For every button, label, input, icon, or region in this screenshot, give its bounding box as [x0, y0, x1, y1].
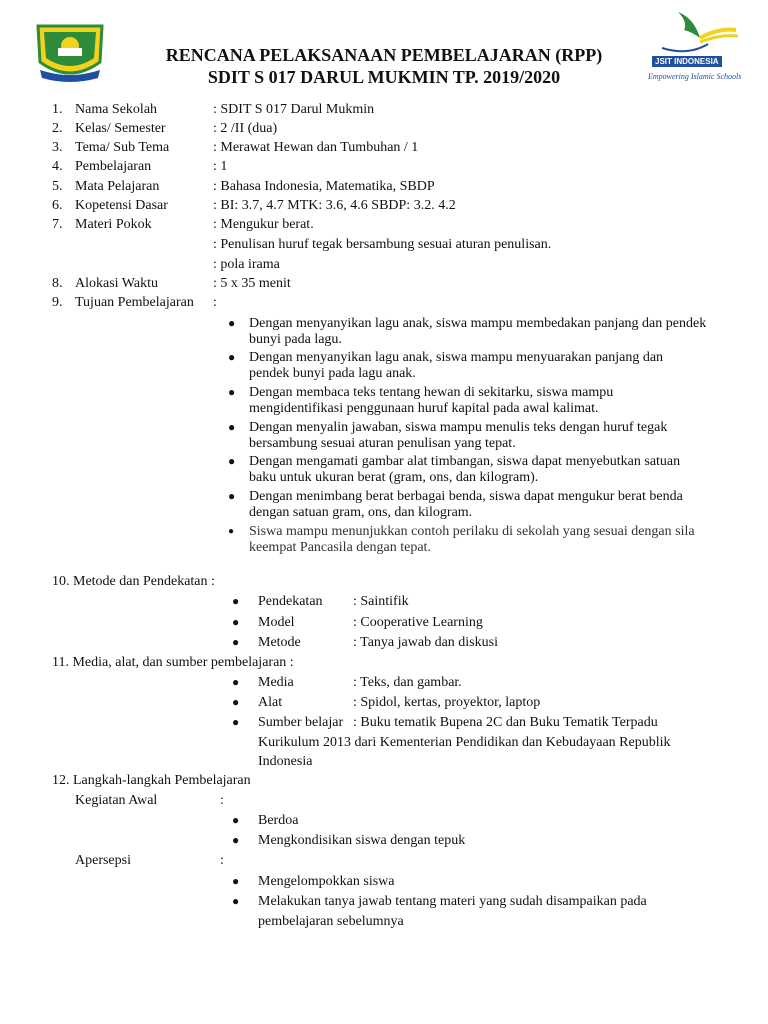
field-label: Kelas/ Semester	[75, 121, 166, 136]
list-item: Dengan menyalin jawaban, siswa mampu menulis teks dengan huruf tegak	[249, 420, 668, 435]
field-label: Tema/ Sub Tema	[75, 140, 170, 155]
item-number: 8.	[52, 276, 63, 291]
list-item-cont: pendek bunyi pada lagu anak.	[249, 366, 416, 381]
list-item: Mengelompokkan siswa	[258, 874, 395, 889]
item-number: 7.	[52, 217, 63, 232]
list-item: Mengkondisikan siswa dengan tepuk	[258, 833, 466, 848]
bullet-icon: ●	[228, 420, 236, 434]
field-label: Nama Sekolah	[75, 102, 158, 117]
item-number: 9.	[52, 295, 63, 310]
list-value-cont: Kurikulum 2013 dari Kementerian Pendidikan dan Kebudayaan Republik	[258, 735, 671, 750]
list-item: Dengan membaca teks tentang hewan di sekitarku, siswa mampu	[249, 385, 614, 400]
field-colon: :	[213, 295, 217, 310]
list-value: : Buku tematik Bupena 2C dan Buku Tematik Terpadu	[353, 715, 658, 730]
logo-tagline: Empowering Islamic Schools	[648, 72, 742, 81]
item-number: 3.	[52, 140, 63, 155]
bullet-icon: ●	[232, 833, 240, 847]
field-label: Mata Pelajaran	[75, 179, 160, 194]
field-label: Alokasi Waktu	[75, 276, 158, 291]
list-label: Model	[258, 615, 295, 630]
field-value: : 1	[213, 159, 228, 174]
field-label: Kopetensi Dasar	[75, 198, 168, 213]
list-label: Metode	[258, 635, 301, 650]
list-item: Dengan menyanyikan lagu anak, siswa mampu membedakan panjang dan pendek	[249, 316, 707, 331]
section-heading: 10. Metode dan Pendekatan :	[52, 574, 215, 589]
materi-value: : Penulisan huruf tegak bersambung sesuai aturan penulisan.	[213, 237, 552, 252]
bullet-icon: ●	[232, 874, 240, 888]
list-value: : Spidol, kertas, proyektor, laptop	[353, 695, 541, 710]
list-label: Pendekatan	[258, 594, 323, 609]
bullet-icon: ●	[232, 695, 240, 709]
section-heading: 12. Langkah-langkah Pembelajaran	[52, 773, 251, 788]
bullet-icon: ●	[228, 316, 236, 330]
list-label: Sumber belajar	[258, 715, 344, 730]
item-number: 4.	[52, 159, 63, 174]
list-value: : Teks, dan gambar.	[353, 675, 462, 690]
list-item-cont: baku untuk ukuran berat (gram, ons, dan kilogram).	[249, 470, 539, 485]
list-item-cont: mengidentifikasi penggunaan huruf kapital pada awal kalimat.	[249, 401, 599, 416]
section-heading: 11. Media, alat, dan sumber pembelajaran :	[52, 655, 294, 670]
bullet-icon: ●	[232, 715, 240, 729]
field-value: : 2 /II (dua)	[213, 121, 278, 136]
bullet-icon: ●	[232, 894, 240, 908]
bullet-icon: ●	[232, 813, 240, 827]
list-item: Dengan menimbang berat berbagai benda, siswa dapat mengukur berat benda	[249, 489, 683, 504]
field-value: : 5 x 35 menit	[213, 276, 291, 291]
list-item-cont: bersambung sesuai aturan penulisan yang tepat.	[249, 436, 516, 451]
bullet-icon: ●	[228, 385, 236, 399]
bullet-icon: ●	[232, 615, 240, 629]
bullet-icon: ●	[228, 454, 236, 468]
subsection-colon: :	[220, 853, 224, 868]
bullet-icon: ●	[228, 350, 236, 364]
bullet-icon: ●	[228, 526, 235, 537]
subsection-label: Kegiatan Awal	[75, 793, 158, 808]
field-label: Pembelajaran	[75, 159, 152, 174]
list-label: Media	[258, 675, 294, 690]
subsection-colon: :	[220, 793, 224, 808]
list-item: Berdoa	[258, 813, 299, 828]
field-label: Tujuan Pembelajaran	[75, 295, 194, 310]
item-number: 5.	[52, 179, 63, 194]
materi-value: : pola irama	[213, 257, 280, 272]
list-item: Melakukan tanya jawab tentang materi yang sudah disampaikan pada	[258, 894, 647, 909]
list-item-cont: pembelajaran sebelumnya	[258, 914, 404, 929]
bullet-icon: ●	[228, 489, 236, 503]
field-value: : SDIT S 017 Darul Mukmin	[213, 102, 375, 117]
list-value-cont: Indonesia	[258, 754, 313, 769]
field-value: : BI: 3.7, 4.7 MTK: 3.6, 4.6 SBDP: 3.2. 4.2	[213, 198, 456, 213]
logo-name: JSIT INDONESIA	[652, 56, 722, 67]
bullet-icon: ●	[232, 635, 240, 649]
subsection-label: Apersepsi	[75, 853, 131, 868]
list-value: : Saintifik	[353, 594, 409, 609]
item-number: 6.	[52, 198, 63, 213]
list-item: Siswa mampu menunjukkan contoh perilaku di sekolah yang sesuai dengan sila	[249, 524, 695, 539]
field-value: : Merawat Hewan dan Tumbuhan / 1	[213, 140, 419, 155]
page-subtitle: SDIT S 017 DARUL MUKMIN TP. 2019/2020	[207, 67, 561, 87]
list-value: : Tanya jawab dan diskusi	[353, 635, 498, 650]
bullet-icon: ●	[232, 594, 240, 608]
list-value: : Cooperative Learning	[353, 615, 483, 630]
page-title: RENCANA PELAKSANAAN PEMBELAJARAN (RPP)	[165, 45, 603, 65]
field-label: Materi Pokok	[75, 217, 152, 232]
list-item: Dengan mengamati gambar alat timbangan, siswa dapat menyebutkan satuan	[249, 454, 681, 469]
item-number: 2.	[52, 121, 63, 136]
bullet-icon: ●	[232, 675, 240, 689]
list-item: Dengan menyanyikan lagu anak, siswa mampu menyuarakan panjang dan	[249, 350, 664, 365]
list-item-cont: bunyi pada lagu.	[249, 332, 342, 347]
list-item-cont: dengan satuan gram, ons, dan kilogram.	[249, 505, 473, 520]
item-number: 1.	[52, 102, 63, 117]
field-value: : Mengukur berat.	[213, 217, 314, 232]
list-item-cont: keempat Pancasila dengan tepat.	[249, 540, 431, 555]
list-label: Alat	[258, 695, 283, 710]
field-value: : Bahasa Indonesia, Matematika, SBDP	[213, 179, 435, 194]
